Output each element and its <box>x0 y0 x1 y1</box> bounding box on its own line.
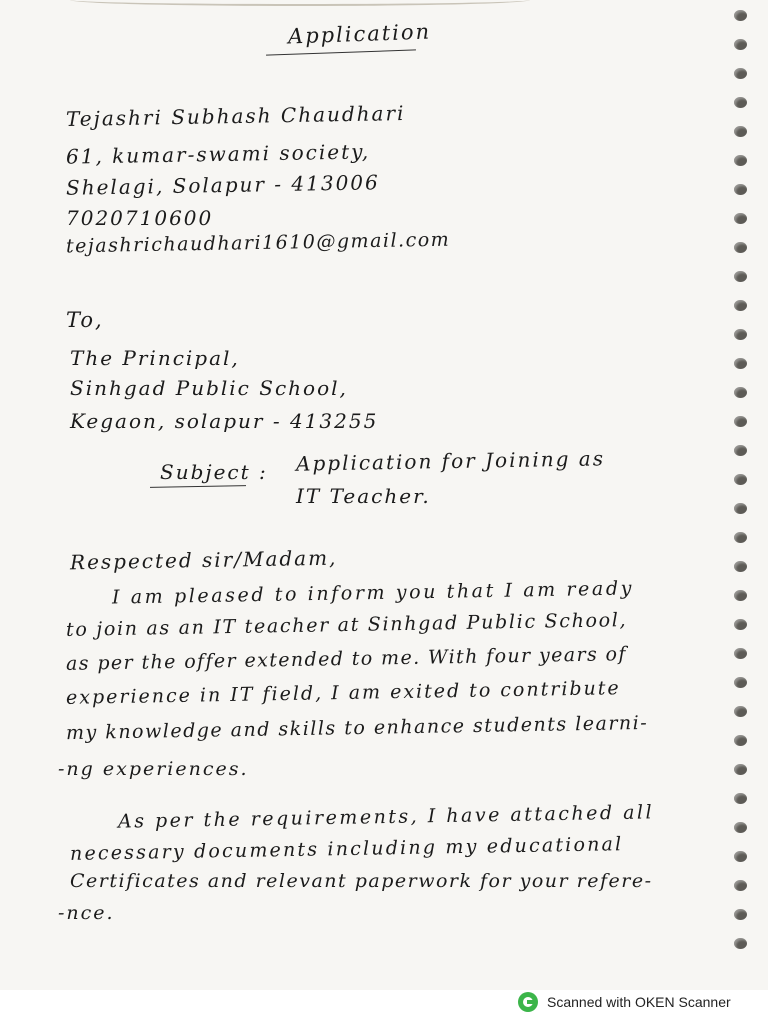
spiral-hole <box>734 735 747 746</box>
spiral-hole <box>734 213 747 224</box>
to-label: To, <box>66 308 104 332</box>
spiral-hole <box>734 677 747 688</box>
sender-address-line2: Shelagi, Solapur - 413006 <box>65 170 380 200</box>
scanner-watermark-text: Scanned with OKEN Scanner <box>547 994 731 1010</box>
spiral-hole <box>734 706 747 717</box>
spiral-hole <box>734 68 747 79</box>
spiral-hole <box>734 242 747 253</box>
para2-line4: -nce. <box>58 902 115 924</box>
spiral-hole <box>734 561 747 572</box>
spiral-hole <box>734 532 747 543</box>
spiral-hole <box>734 155 747 166</box>
page-top-edge <box>70 0 530 6</box>
sender-email: tejashrichaudhari1610@gmail.com <box>65 228 451 258</box>
subject-label: Subject : <box>160 460 268 484</box>
recipient-line2: Sinhgad Public School, <box>70 376 348 400</box>
para1-line1: I am pleased to inform you that I am ready <box>111 577 635 609</box>
spiral-hole <box>734 938 747 949</box>
para1-line6: -ng experiences. <box>58 758 249 780</box>
spiral-hole <box>734 764 747 775</box>
scanner-watermark <box>518 990 731 1014</box>
salutation: Respected sir/Madam, <box>69 545 338 575</box>
spiral-hole <box>734 358 747 369</box>
spiral-hole <box>734 851 747 862</box>
recipient-line1: The Principal, <box>70 346 240 370</box>
para1-line5: my knowledge and skills to enhance students learni- <box>65 711 649 745</box>
spiral-hole <box>734 387 747 398</box>
spiral-hole <box>734 503 747 514</box>
sender-name: Tejashri Subhash Chaudhari <box>65 101 406 131</box>
spiral-hole <box>734 416 747 427</box>
spiral-hole <box>734 793 747 804</box>
notebook-spiral-holes <box>734 10 754 967</box>
spiral-hole <box>734 648 747 659</box>
sender-address-line1: 61, kumar-swami society, <box>65 139 371 169</box>
para1-line3: as per the offer extended to me. With four years of <box>65 643 628 675</box>
spiral-hole <box>734 909 747 920</box>
spiral-hole <box>734 329 747 340</box>
subject-underline <box>150 485 246 488</box>
spiral-hole <box>734 97 747 108</box>
spiral-hole <box>734 300 747 311</box>
spiral-hole <box>734 184 747 195</box>
spiral-hole <box>734 271 747 282</box>
spiral-hole <box>734 474 747 485</box>
spiral-hole <box>734 590 747 601</box>
spiral-hole <box>734 822 747 833</box>
sender-phone: 7020710600 <box>66 206 214 230</box>
recipient-line3: Kegaon, solapur - 413255 <box>70 409 379 433</box>
title-underline <box>266 49 416 55</box>
oken-scanner-logo-icon <box>518 992 538 1012</box>
spiral-hole <box>734 880 747 891</box>
letter-title: Application <box>287 19 432 49</box>
para2-line3: Certificates and relevant paperwork for your refere- <box>70 870 653 892</box>
para1-line2: to join as an IT teacher at Sinhgad Public School, <box>65 609 628 641</box>
para2-line2: necessary documents including my educational <box>69 833 624 865</box>
para2-line1: As per the requirements, I have attached all <box>117 801 655 833</box>
spiral-hole <box>734 126 747 137</box>
spiral-hole <box>734 10 747 21</box>
spiral-hole <box>734 619 747 630</box>
subject-line2: IT Teacher. <box>296 484 431 508</box>
spiral-hole <box>734 39 747 50</box>
para1-line4: experience in IT field, I am exited to contribute <box>65 677 621 709</box>
spiral-hole <box>734 445 747 456</box>
subject-line1: Application for Joining as <box>295 446 606 476</box>
